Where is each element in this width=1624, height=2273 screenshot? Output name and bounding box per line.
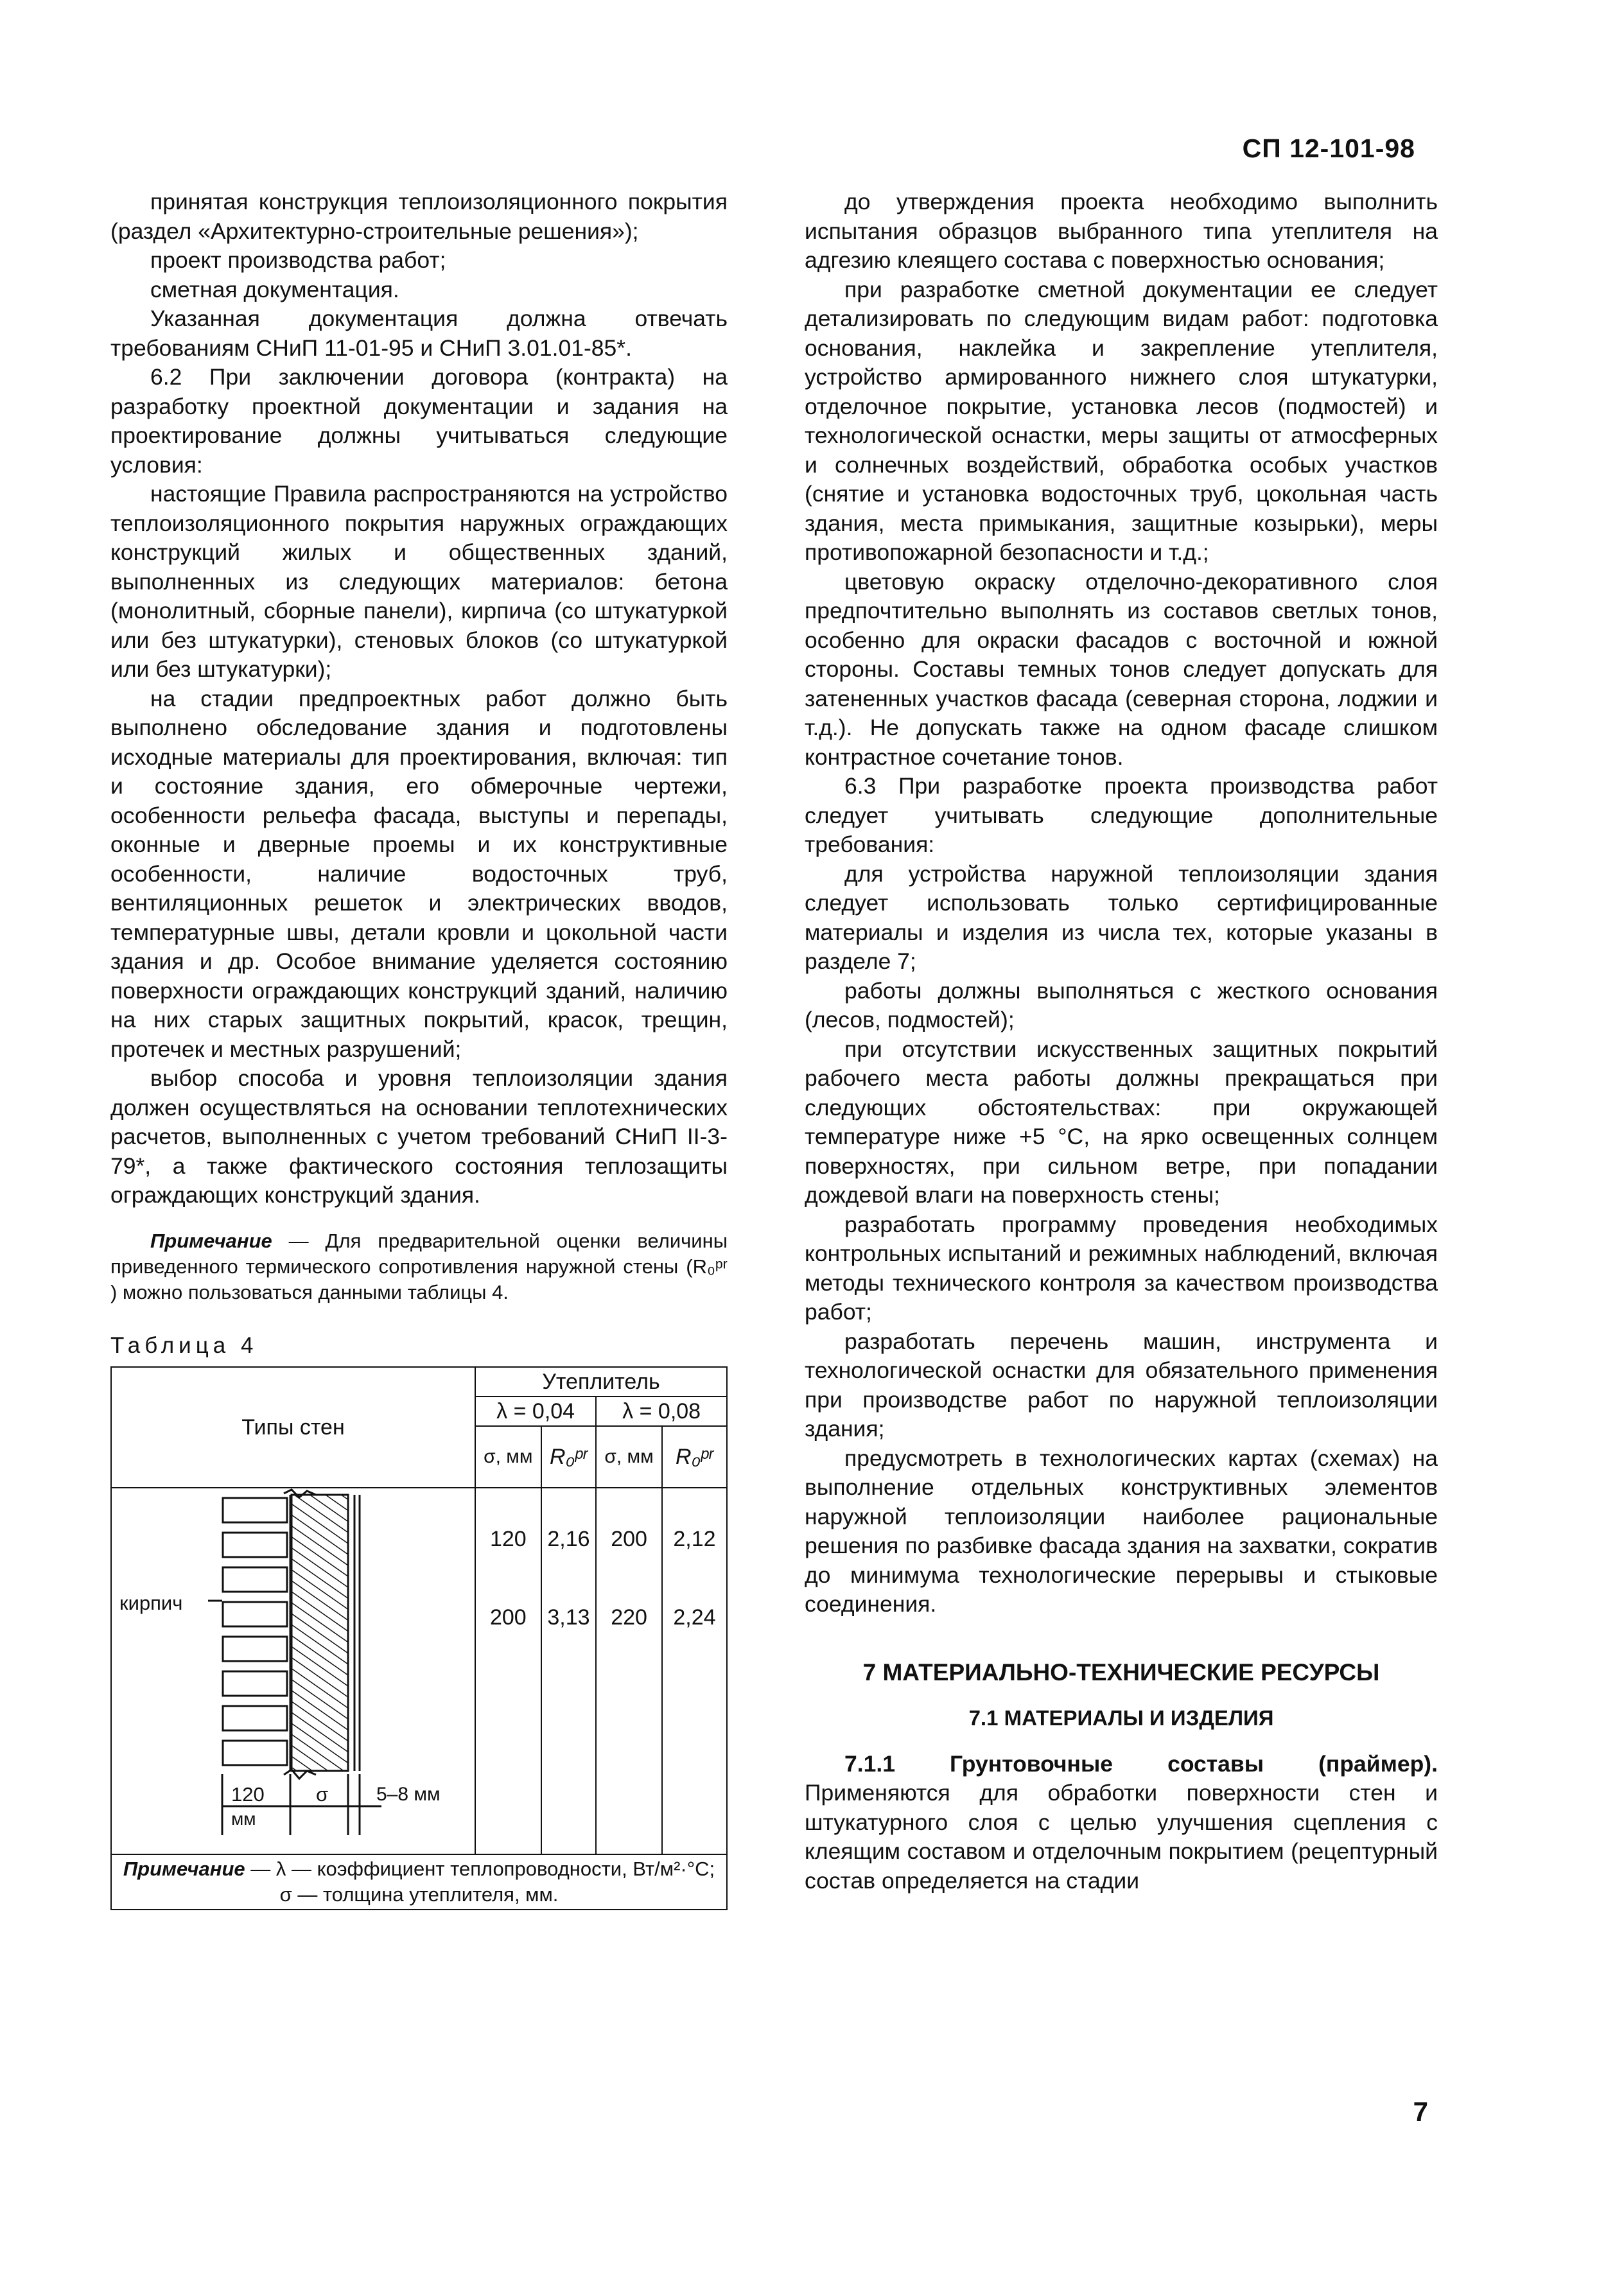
item-text: Применяются для обработки поверхности стен и штукатурного слоя с целью улучшения сцепления с клеящим составом и отделочным покрытием (рецептурный состав определяется на стадии bbox=[805, 1780, 1438, 1894]
paragraph: принятая конструкция теплоизоляционного покрытия (раздел «Архитектурно-строительные решения»); bbox=[110, 189, 728, 244]
header-sigma: σ, мм bbox=[596, 1426, 662, 1488]
table-note-label: Примечание bbox=[123, 1858, 245, 1880]
note bbox=[110, 1228, 728, 1305]
header-sigma: σ, мм bbox=[475, 1426, 541, 1488]
paragraph: проект производства работ; bbox=[150, 247, 446, 273]
subsection-heading: 7.1 МАТЕРИАЛЫ И ИЗДЕЛИЯ bbox=[968, 1706, 1274, 1730]
paragraph: выбор способа и уровня теплоизоляции здания должен осуществляться на основании теплотехнических расчетов, выполненных с учетом требований СНиП II-3-79*, а также фактического состояния теплозащиты ограждающих конструкций здания. bbox=[110, 1065, 728, 1208]
paragraph: работы должны выполняться с жесткого основания (лесов, подмостей); bbox=[805, 977, 1438, 1032]
table-caption: Таблица 4 bbox=[110, 1332, 258, 1358]
paragraph: предусмотреть в технологических картах (схемах) на выполнение отдельных конструктивных элементов наружной теплоизоляции наиболее рациональные решения по разбивке фасада здания на захватки, сократив до минимума технологические перерывы и стыковые соединения. bbox=[805, 1445, 1438, 1617]
header-lambda-1: λ = 0,04 bbox=[475, 1397, 596, 1426]
paragraph: цветовую окраску отделочно-декоративного слоя предпочтительно выполнять из составов светлых тонов, особенно для окраски фасадов с восточной и южной стороны. Составы темных тонов следует допускать для затененных участков фасада (северная сторона, лоджии и т.д.). Не допускать также на одном фасаде слишком контрастное сочетание тонов. bbox=[805, 568, 1438, 770]
header-r0: R₀ᵖʳ bbox=[541, 1426, 597, 1488]
dim-5-8: 5–8 мм bbox=[376, 1784, 441, 1805]
values-sigma-2: 200 220 bbox=[596, 1488, 662, 1854]
paragraph: настоящие Правила распространяются на устройство теплоизоляционного покрытия наружных ограждающих конструкций жилых и общественных зданий, выполненных из следующих материалов: бетона (монолитный, сборные панели), кирпича (со штукатуркой или без штукатурки), стеновых блоков (со штукатуркой или без штукатурки); bbox=[110, 481, 728, 682]
paragraph: Указанная документация должна отвечать требованиям СНиП 11-01-95 и СНиП 3.01.01-85*. bbox=[110, 306, 728, 361]
paragraph: при разработке сметной документации ее следует детализировать по следующим видам работ: подготовка основания, наклейка и закрепление утеплителя, устройство армированного нижнего слоя штукатурки, отделочное покрытие, установка лесов (подмостей) и технологической оснастки, меры защиты от атмосферных и солнечных воздействий, обработка особых участков (снятие и установка водосточных труб, цокольная часть здания, места примыкания, защитные козырьки), меры противопожарной безопасности и т.д.; bbox=[805, 276, 1438, 565]
dim-120: 120 bbox=[231, 1783, 265, 1806]
table-4 bbox=[110, 1366, 728, 1910]
paragraph: разработать перечень машин, инструмента и технологической оснастки для обязательного применения при производстве работ по наружной теплоизоляции здания; bbox=[805, 1328, 1438, 1441]
paragraph: 6.3 При разработке проекта производства работ следует учитывать следующие дополнительные требования: bbox=[805, 773, 1438, 857]
brick-stack bbox=[223, 1498, 287, 1765]
insulation-layer bbox=[292, 1495, 348, 1771]
paragraph: на стадии предпроектных работ должно быть выполнено обследование здания и подготовлены исходные материалы для проектирования, включая: тип и состояние здания, его обмерочные чертежи, особенности рельефа фасада, выступы и перепады, оконные и дверные проемы и их конструктивные особенности, наличие водосточных труб, вентиляционных решеток и электрических вводов, температурные швы, детали кровли и цокольной части здания и др. Особое внимание уделяется состоянию поверхности ограждающих конструкций зданий, наличию на них старых защитных покрытий, красок, трещин, протечек и местных разрушений; bbox=[110, 685, 728, 1062]
note-text: — Для предварительной оценки величины приведенного термического сопротивления наружной стены (R₀ᵖʳ ) можно пользоваться данными таблицы 4. bbox=[110, 1229, 728, 1303]
note-label: Примечание bbox=[150, 1229, 272, 1252]
dim-mm: мм bbox=[231, 1809, 256, 1829]
paragraph: сметная документация. bbox=[150, 276, 399, 302]
section-heading: 7 МАТЕРИАЛЬНО-ТЕХНИЧЕСКИЕ РЕСУРСЫ bbox=[862, 1659, 1380, 1685]
dim-sigma: σ bbox=[316, 1783, 329, 1806]
values-r0-1: 2,16 3,13 bbox=[541, 1488, 597, 1854]
header-r0: R₀ᵖʳ bbox=[662, 1426, 727, 1488]
header-insulation: Утеплитель bbox=[475, 1367, 727, 1397]
item-7-1-1 bbox=[805, 1750, 1438, 1896]
paragraph: 6.2 При заключении договора (контракта) на разработку проектной документации и задания на проектирование должны учитываться следующие условия: bbox=[110, 364, 728, 478]
wall-diagram-cell bbox=[111, 1488, 475, 1854]
values-r0-2: 2,12 2,24 bbox=[662, 1488, 727, 1854]
page-number: 7 bbox=[1413, 2096, 1428, 2127]
header-lambda-2: λ = 0,08 bbox=[596, 1397, 727, 1426]
right-column bbox=[805, 187, 1438, 1895]
document-code: СП 12-101-98 bbox=[1242, 134, 1415, 163]
paragraph: разработать программу проведения необходимых контрольных испытаний и режимных наблюдений, включая методы технического контроля за качеством производства работ; bbox=[805, 1211, 1438, 1325]
brick-label: кирпич bbox=[119, 1592, 183, 1614]
item-lead: 7.1.1 Грунтовочные составы (праймер). bbox=[844, 1750, 1438, 1777]
paragraph: для устройства наружной теплоизоляции здания следует использовать только сертифицированные материалы и изделия из числа тех, которые указаны в разделе 7; bbox=[805, 860, 1438, 974]
paragraph: до утверждения проекта необходимо выполнить испытания образцов выбранного типа утеплителя на адгезию клеящего состава с поверхностью основания; bbox=[805, 189, 1438, 273]
paragraph: при отсутствии искусственных защитных покрытий рабочего места работы должны прекращаться при следующих обстоятельствах: при окружающей температуре ниже +5 °С, на ярко освещенных солнцем поверхностях, при сильном ветре, при попадании дождевой влаги на поверхность стены; bbox=[805, 1036, 1438, 1208]
table-note bbox=[111, 1854, 727, 1910]
left-column bbox=[110, 187, 728, 1910]
header-wall-types: Типы стен bbox=[111, 1367, 475, 1488]
table-note-text: — λ — коэффициент теплопроводности, Вт/м²·°С; σ — толщина утеплителя, мм. bbox=[245, 1858, 715, 1906]
values-sigma-1: 120 200 bbox=[475, 1488, 541, 1854]
